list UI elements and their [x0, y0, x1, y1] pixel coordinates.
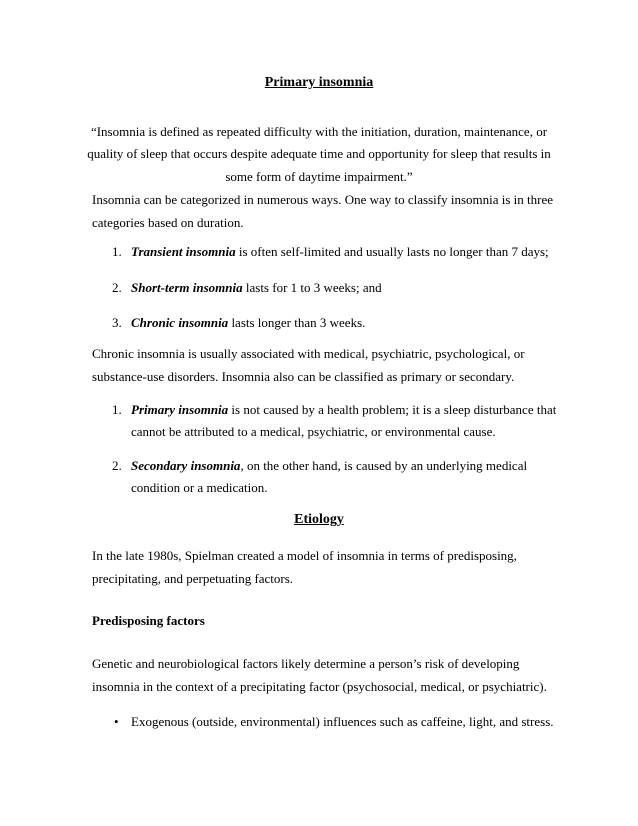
intro-line: Insomnia can be categorized in numerous ways. One way to classify insomnia is in three	[92, 192, 554, 207]
section-heading-etiology: Etiology	[294, 512, 344, 527]
predisposing-line: insomnia in the context of a precipitating factor (psychosocial, medical, or psychiatric).	[92, 679, 547, 694]
list-number: 1.	[112, 402, 122, 417]
term: Short-term insomnia	[131, 280, 243, 295]
term: Chronic insomnia	[131, 315, 229, 330]
etiology-line: precipitating, and perpetuating factors.	[92, 571, 294, 586]
bullet-icon: •	[114, 714, 119, 729]
subheading-predisposing: Predisposing factors	[92, 613, 205, 628]
term: Secondary insomnia	[131, 458, 241, 473]
quote-line: quality of sleep that occurs despite adequate time and opportunity for sleep that results in	[87, 146, 551, 161]
item-text: is not caused by a health problem; it is a sleep disturbance that	[228, 402, 557, 417]
list-item	[131, 458, 527, 474]
list-number: 1.	[112, 244, 122, 259]
list-item	[131, 244, 549, 260]
list-item-continuation: cannot be attributed to a medical, psychiatric, or environmental cause.	[131, 424, 496, 439]
item-text: lasts longer than 3 weeks.	[228, 315, 366, 330]
item-text: , on the other hand, is caused by an underlying medical	[240, 458, 528, 473]
etiology-line: In the late 1980s, Spielman created a model of insomnia in terms of predisposing,	[92, 548, 517, 563]
item-text: is often self-limited and usually lasts no longer than 7 days;	[235, 244, 549, 259]
page-title: Primary insomnia	[264, 75, 374, 90]
list-number: 2.	[112, 458, 122, 473]
quote-line: some form of daytime impairment.”	[225, 169, 413, 184]
list-number: 2.	[112, 280, 122, 295]
list-item	[131, 315, 365, 331]
list-number: 3.	[112, 315, 122, 330]
quote-line: “Insomnia is defined as repeated difficulty with the initiation, duration, maintenance, or	[90, 124, 548, 139]
list-item-continuation: condition or a medication.	[131, 480, 268, 495]
list-item	[131, 402, 556, 418]
term: Primary insomnia	[131, 402, 229, 417]
list-item	[131, 280, 382, 296]
list-item: Exogenous (outside, environmental) influences such as caffeine, light, and stress.	[131, 714, 554, 729]
predisposing-line: Genetic and neurobiological factors likely determine a person’s risk of developing	[92, 656, 520, 671]
chronic-line: Chronic insomnia is usually associated with medical, psychiatric, psychological, or	[92, 346, 525, 361]
term: Transient insomnia	[131, 244, 236, 259]
chronic-line: substance-use disorders. Insomnia also can be classified as primary or secondary.	[92, 369, 515, 384]
intro-line: categories based on duration.	[92, 215, 244, 230]
item-text: lasts for 1 to 3 weeks; and	[242, 280, 382, 295]
